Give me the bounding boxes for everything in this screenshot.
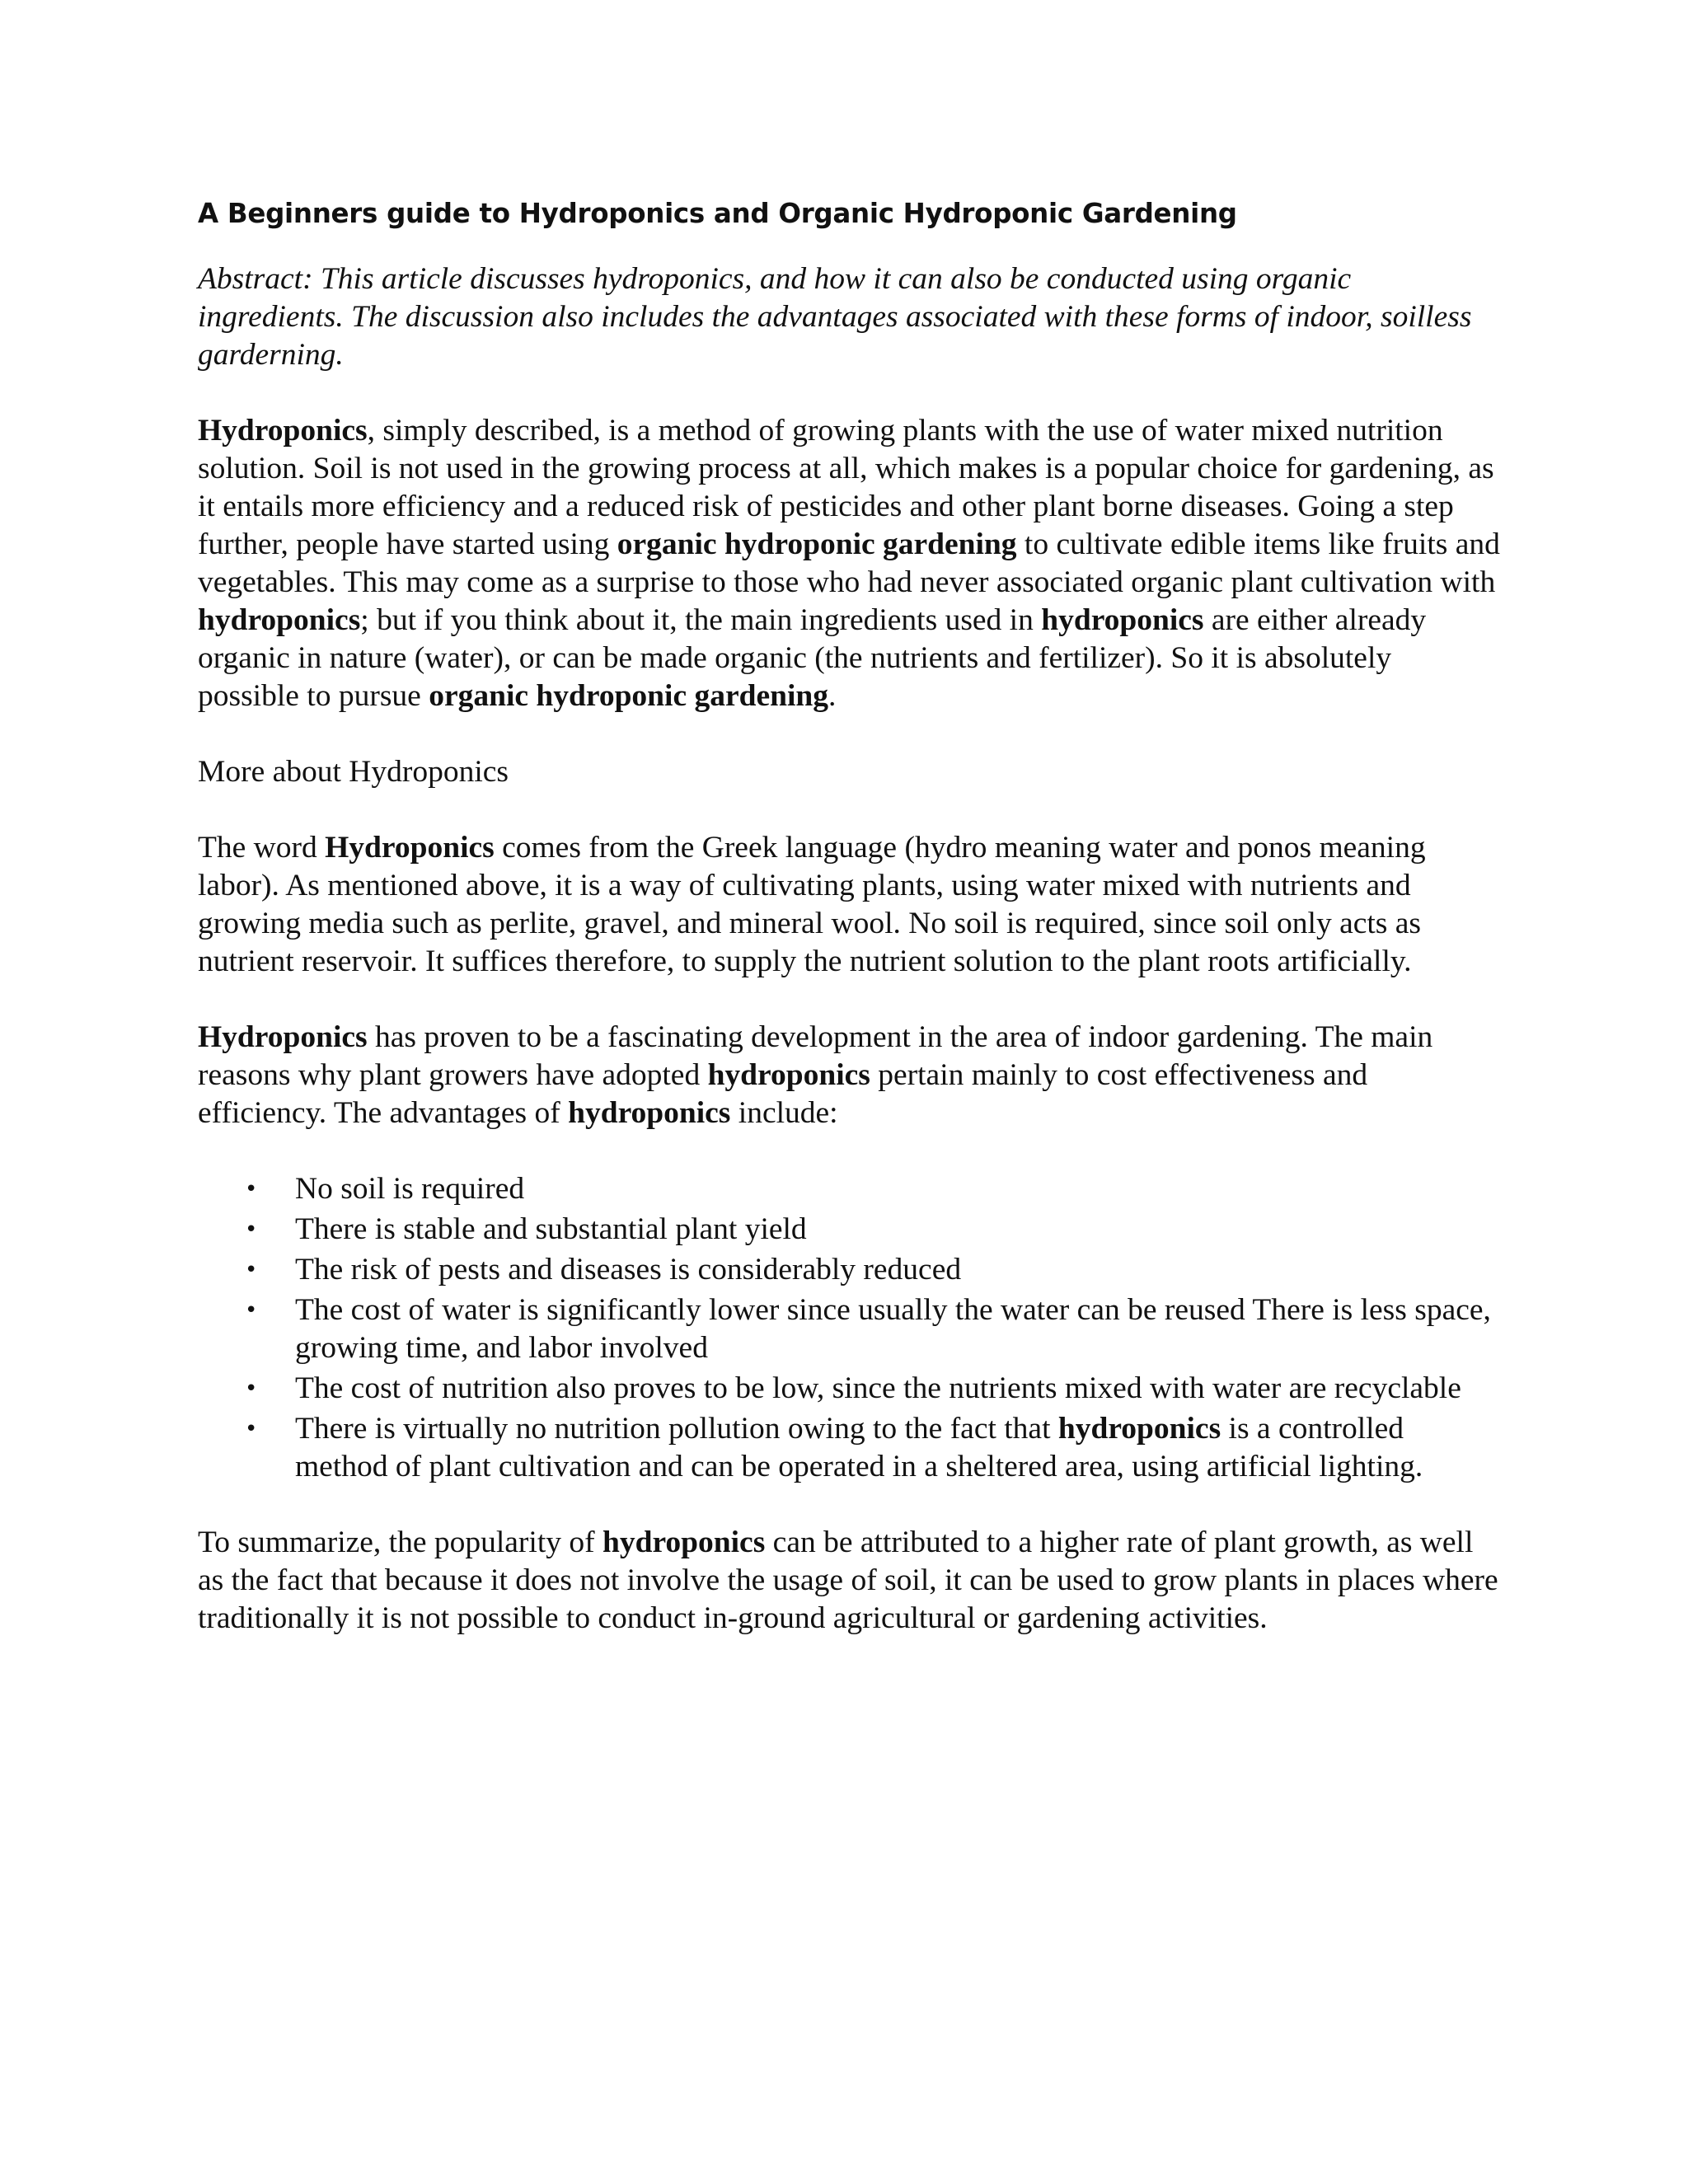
intro-bold-hydroponics: hydroponics [198, 603, 361, 637]
list-item-text: The cost of water is significantly lower since usually the water can be reused There is less space, growing time, and labor involved [295, 1293, 1491, 1365]
bullet-icon: • [245, 1298, 258, 1323]
list-item-bold-hydroponics: hydroponics [1057, 1412, 1221, 1446]
list-item-text: The risk of pests and diseases is considerably reduced [295, 1253, 962, 1286]
list-item [198, 1291, 1500, 1367]
document-page [198, 194, 1500, 1675]
word-origin-bold-hydroponics: Hydroponics [325, 831, 495, 865]
advantages-bold-hydroponics: hydroponics [707, 1058, 870, 1092]
word-origin-text: comes from the Greek language (hydro meaning water and ponos meaning labor). As mentioned above, it is a way of cultivating plants, using water mixed with nutrients and growing media such as perlite, gravel, and mineral wool. No soil is required, since soil only acts as nutrient reservoir. It suffices therefore, to supply the nutrient solution to the plant roots artificially. [198, 831, 1426, 978]
intro-bold-hydroponics: hydroponics [1041, 603, 1204, 637]
word-origin-text: The word [198, 831, 326, 865]
advantages-text: include: [730, 1096, 838, 1130]
intro-text: ; but if you think about it, the main ingredients used in [360, 603, 1042, 637]
list-item-text: There is virtually no nutrition pollution owing to the fact that [295, 1412, 1058, 1446]
bullet-icon: • [245, 1417, 258, 1441]
bullet-icon: • [245, 1217, 258, 1242]
intro-text: , simply described, is a method of growing plants with the use of water mixed nutrition solution. Soil is not used in the growing process at all, which makes is a popular choice for gardening, as it entails more efficiency and a reduced risk of pesticides and other plant borne diseases. Going a step further, people have started using [198, 414, 1494, 561]
summary-text: can be attributed to a higher rate of plant growth, as well as the fact that because it does not involve the usage of soil, it can be used to grow plants in places where traditionally it is not possible to conduct in-ground agricultural or gardening activities. [198, 1526, 1498, 1635]
intro-text: to cultivate edible items like fruits and vegetables. This may come as a surprise to those who had never associated organic plant cultivation with [198, 527, 1500, 599]
section-heading: More about Hydroponics [198, 755, 509, 789]
summary-text: To summarize, the popularity of [198, 1526, 603, 1559]
list-item-text: is a controlled method of plant cultivation and can be operated in a sheltered area, using artificial lighting. [295, 1412, 1423, 1483]
advantages-intro-paragraph [198, 1019, 1500, 1132]
list-item [198, 1170, 1500, 1208]
advantages-bold-hydroponics: hydroponics [568, 1096, 731, 1130]
list-item [198, 1211, 1500, 1249]
word-origin-paragraph [198, 829, 1500, 981]
list-item [198, 1410, 1500, 1486]
intro-bold-hydroponics: Hydroponics [198, 414, 368, 448]
intro-text: are either already organic in nature (water), or can be made organic (the nutrients and fertilizer). So it is absolutely possible to pursue [198, 603, 1427, 713]
advantages-text: pertain mainly to cost effectiveness and efficiency. The advantages of [198, 1058, 1368, 1130]
advantages-text: has proven to be a fascinating development in the area of indoor gardening. The main reasons why plant growers have adopted [198, 1020, 1433, 1092]
list-item-text: There is stable and substantial plant yield [295, 1212, 807, 1246]
abstract-paragraph: Abstract: This article discusses hydroponics, and how it can also be conducted using organic ingredients. The discussion also includes the advantages associated with these forms of indoor, soilless garderning. [198, 262, 1472, 372]
bullet-icon: • [245, 1177, 258, 1202]
document-title: A Beginners guide to Hydroponics and Organic Hydroponic Gardening [198, 198, 1237, 229]
advantages-bold-hydroponics: Hydroponics [198, 1020, 368, 1054]
list-item-text: The cost of nutrition also proves to be low, since the nutrients mixed with water are recyclable [295, 1371, 1461, 1405]
intro-paragraph [198, 412, 1500, 715]
list-item-text: No soil is required [295, 1172, 525, 1206]
advantages-list [198, 1170, 1500, 1486]
intro-bold-organic-hydroponic-gardening: organic hydroponic gardening [429, 679, 828, 713]
list-item [198, 1251, 1500, 1289]
summary-paragraph [198, 1524, 1500, 1638]
bullet-icon: • [245, 1258, 258, 1282]
intro-bold-organic-hydroponic-gardening: organic hydroponic gardening [617, 527, 1017, 561]
summary-bold-hydroponics: hydroponics [603, 1526, 766, 1559]
list-item [198, 1370, 1500, 1408]
bullet-icon: • [245, 1376, 258, 1401]
intro-text: . [828, 679, 837, 713]
